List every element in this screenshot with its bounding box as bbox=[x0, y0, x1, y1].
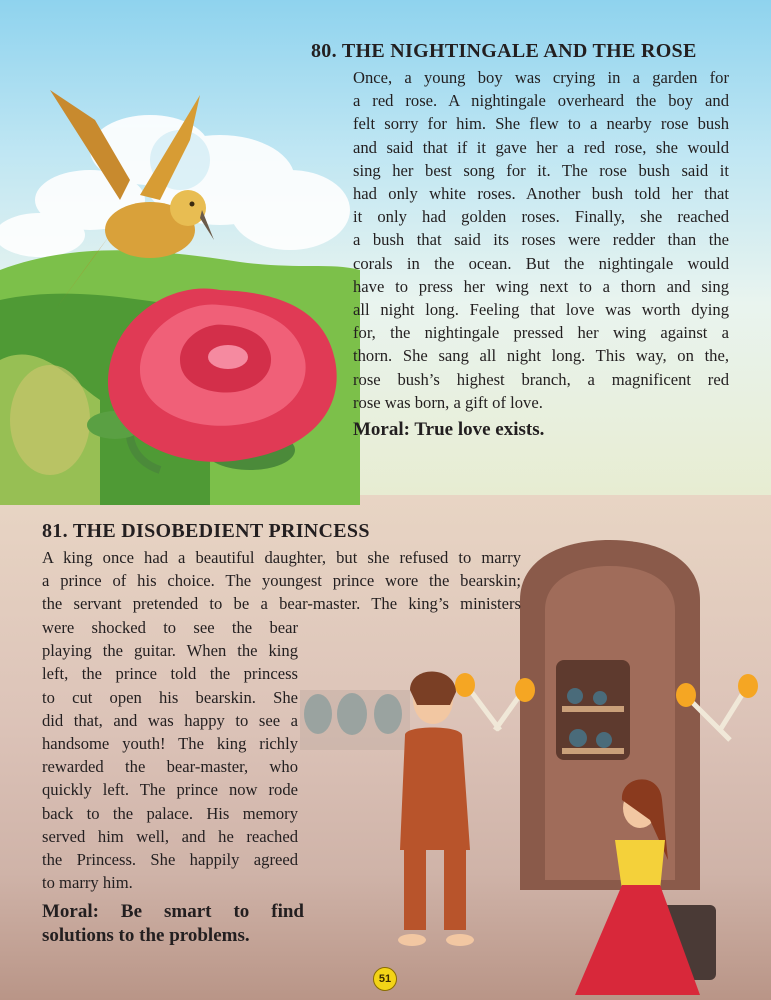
story-text-line: quickly left. The prince now rode bbox=[42, 780, 298, 800]
story-text-line: rose bush’s highest branch, a magnificent red bbox=[353, 369, 729, 389]
story-text-line: the servant pretended to be a bear-master. The king’s ministers bbox=[42, 594, 521, 614]
story-text-line: and said that if it gave her a red rose, she would bbox=[353, 137, 729, 157]
story-text-line: served him well, and he reached bbox=[42, 826, 298, 846]
story-text-line: the Princess. She happily agreed bbox=[42, 850, 298, 870]
story-title: 81. THE DISOBEDIENT PRINCESS bbox=[42, 520, 370, 542]
story-text bbox=[353, 66, 729, 414]
story-text-line: were shocked to see the bear bbox=[42, 618, 298, 637]
story-text-line: have to press her wing next to a thorn and sing bbox=[353, 276, 729, 296]
story-text-line: felt sorry for him. She flew to a nearby rose bush bbox=[353, 114, 729, 134]
story-text-line: had only white roses. Another bush told her that bbox=[353, 184, 729, 204]
story-title: 80. THE NIGHTINGALE AND THE ROSE bbox=[311, 40, 697, 62]
story-moral: Moral: True love exists. bbox=[353, 419, 545, 440]
story-text-line: corals in the ocean. But the nightingale would bbox=[353, 253, 729, 273]
story-text-line: back to the palace. His memory bbox=[42, 803, 298, 823]
story-text bbox=[42, 616, 298, 894]
story-text-line: A king once had a beautiful daughter, but she refused to marry bbox=[42, 548, 521, 567]
story-moral-line: solutions to the problems. bbox=[42, 925, 250, 946]
story-text-line: rose was born, a gift of love. bbox=[353, 392, 543, 412]
story-text-line: playing the guitar. When the king bbox=[42, 641, 298, 661]
story-text-line: it only had golden roses. Finally, she reached bbox=[353, 207, 729, 227]
story-moral bbox=[42, 900, 304, 948]
story-text-line: left, the prince told the princess bbox=[42, 664, 298, 684]
story-text-line: rewarded the bear-master, who bbox=[42, 757, 298, 777]
story-text-line: all night long. Feeling that love was worth dying bbox=[353, 300, 729, 320]
page-number-badge: 51 bbox=[373, 967, 397, 991]
story-text bbox=[42, 546, 521, 616]
story-text-line: handsome youth! The king richly bbox=[42, 734, 298, 754]
story-text-line: for, the nightingale pressed her wing against a bbox=[353, 323, 729, 343]
story-text-line: to cut open his bearskin. She bbox=[42, 687, 298, 707]
story-text-line: a red rose. A nightingale overheard the boy and bbox=[353, 91, 729, 111]
story-text-line: sing her best song for it. The rose bush said it bbox=[353, 160, 729, 180]
story-text-line: thorn. She sang all night long. This way, on the, bbox=[353, 346, 729, 366]
story-text-line: to marry him. bbox=[42, 873, 133, 893]
story-text-line: a prince of his choice. The youngest prince wore the bearskin; bbox=[42, 571, 521, 591]
story-moral-line: Moral: Be smart to find bbox=[42, 901, 304, 922]
story-text-line: a bush that said its roses were redder than the bbox=[353, 230, 729, 250]
story-text-line: Once, a young boy was crying in a garden for bbox=[353, 68, 729, 87]
story-text-line: did that, and was happy to see a bbox=[42, 710, 298, 730]
